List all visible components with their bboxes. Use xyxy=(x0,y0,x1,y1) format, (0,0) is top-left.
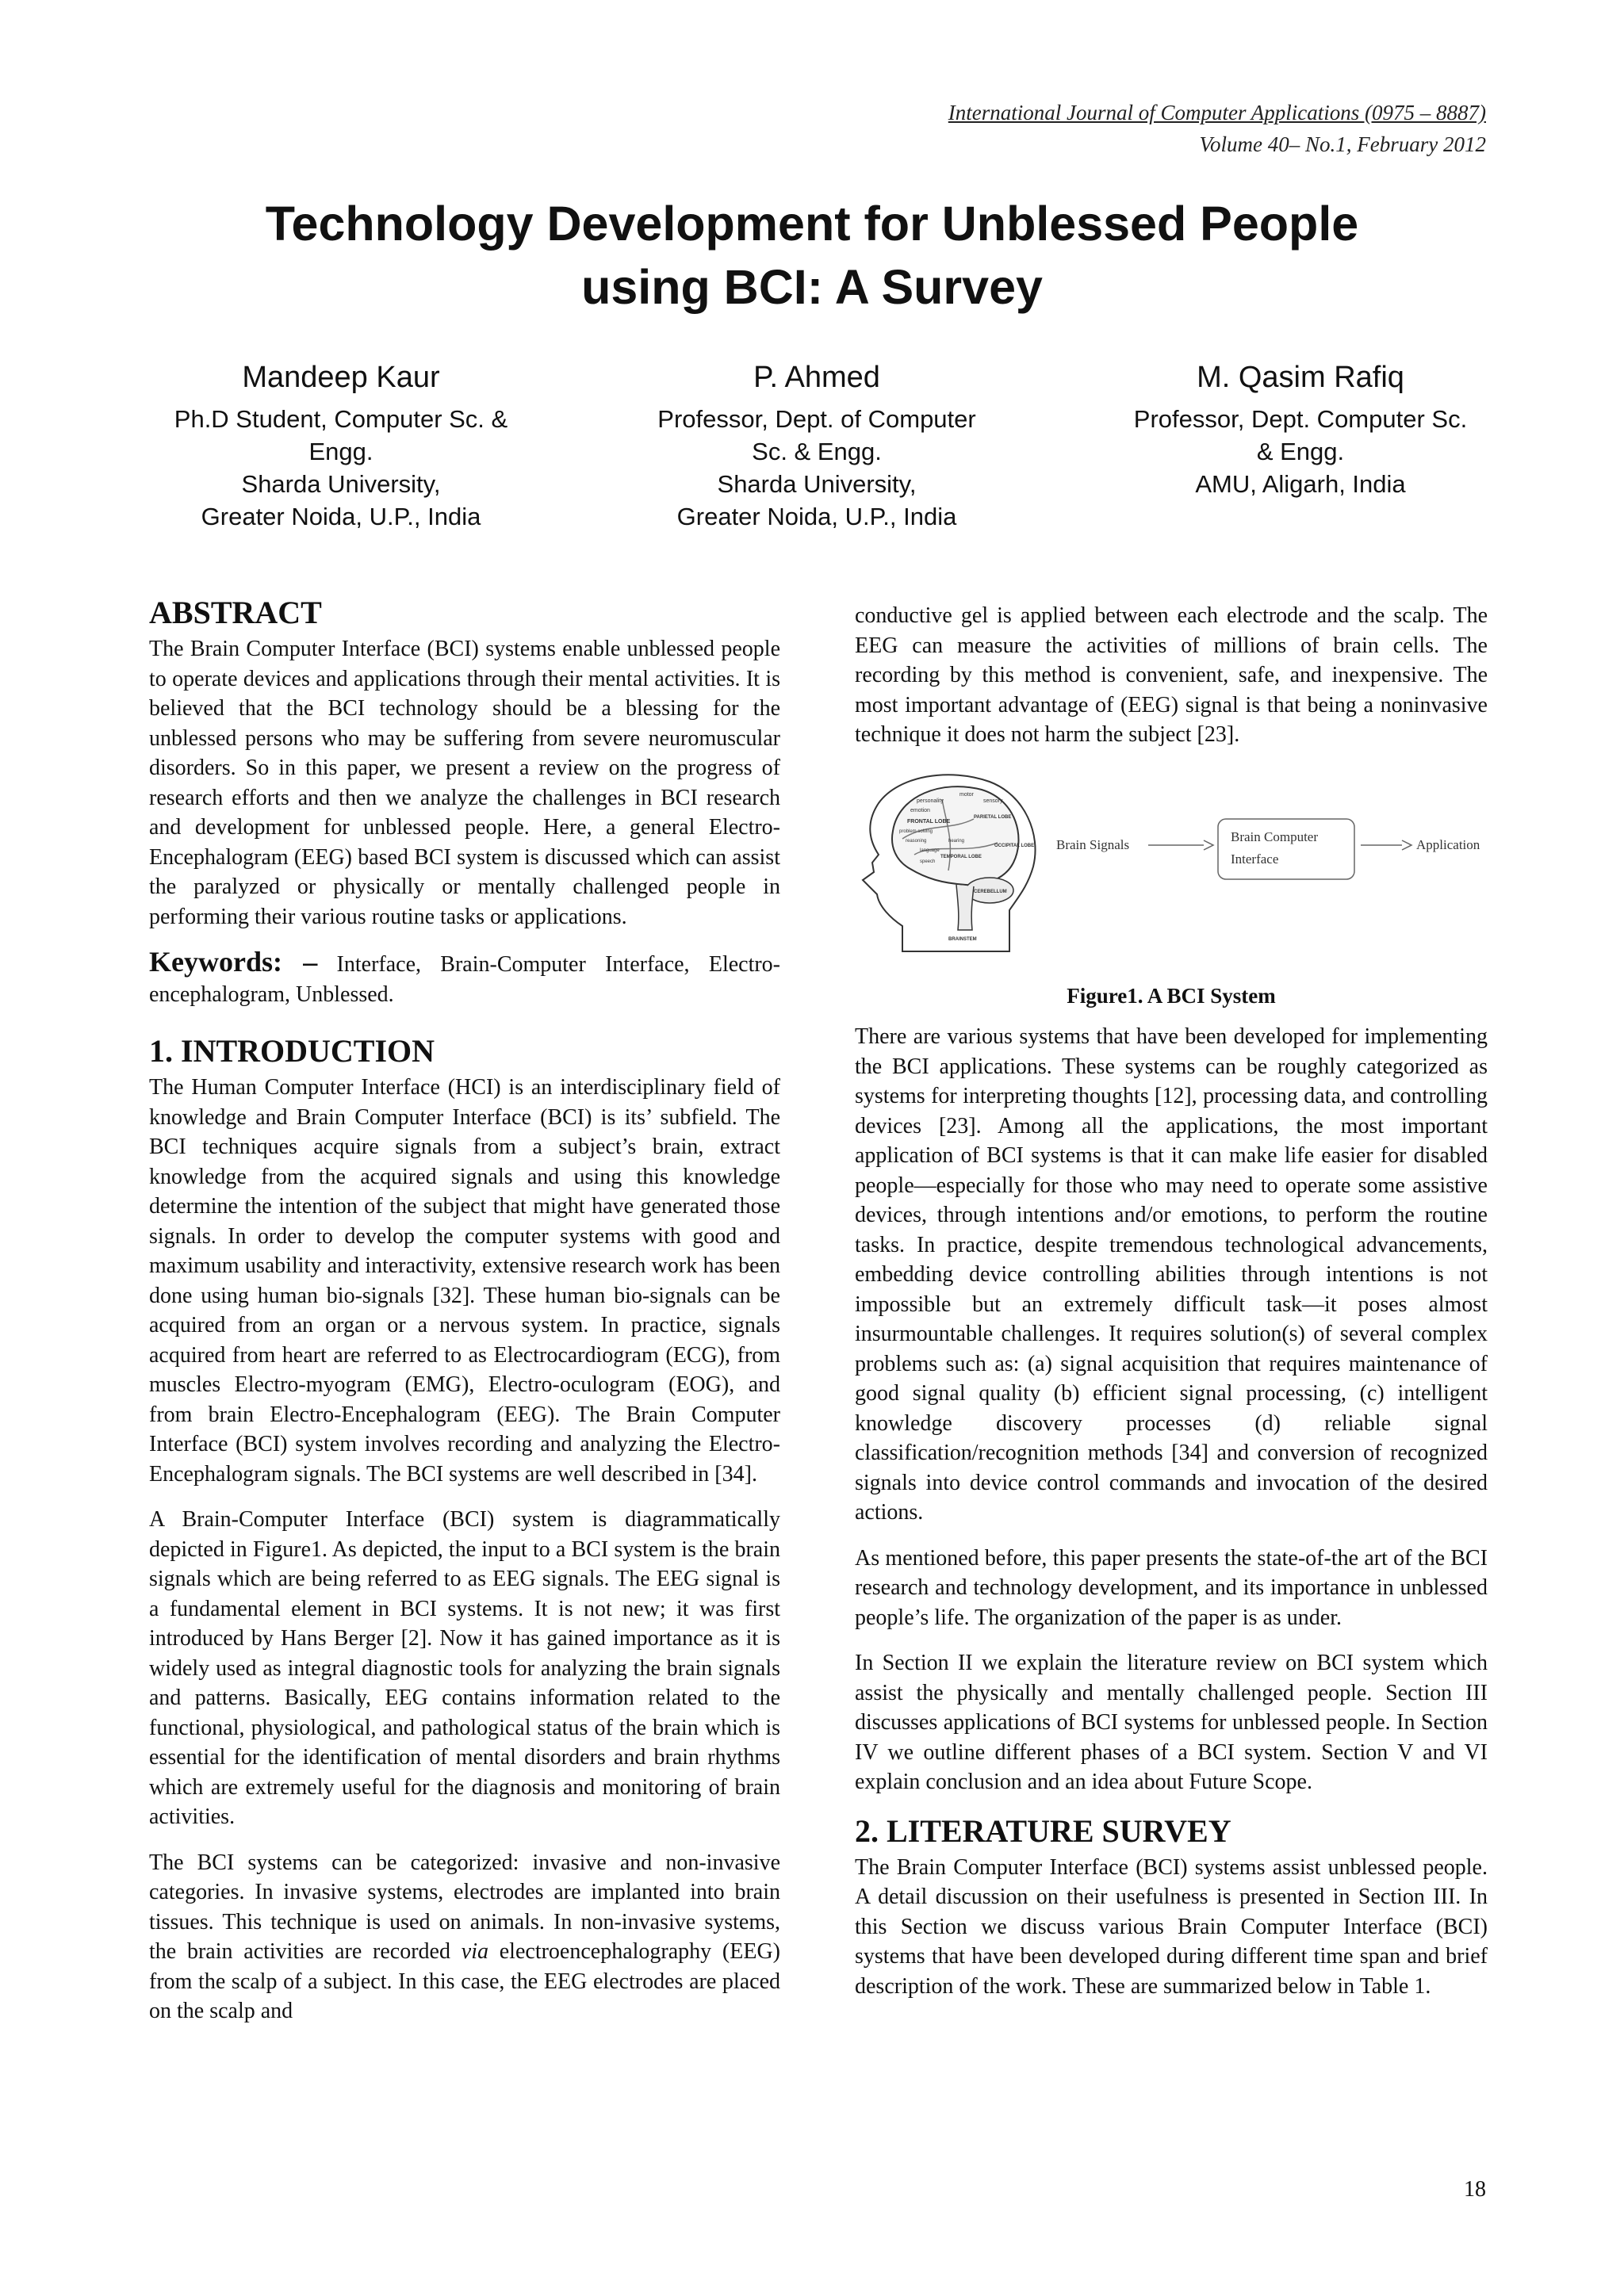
bci-box-line-2: Interface xyxy=(1231,851,1279,867)
right-column xyxy=(855,601,1488,2017)
journal-header xyxy=(948,97,1486,160)
title-line-1: Technology Development for Unblessed People xyxy=(265,197,1359,251)
arrow-to-bci xyxy=(1148,840,1213,850)
author-name: Mandeep Kaur xyxy=(242,361,440,394)
bci-box xyxy=(1218,819,1354,879)
label-reasoning: reasoning xyxy=(906,838,927,844)
author-affiliation-line: Greater Noida, U.P., India xyxy=(201,503,481,530)
abstract-text: The Brain Computer Interface (BCI) systems enable unblessed people to operate devices and applications through their mental activities. It is believed that the BCI technology should be a blessing for the unblessed persons who may be suffering from severe neuromuscular disorders. So in this paper, we present a review on the progress of research efforts and then we analyze the challenges in BCI research and development for unblessed people. Here, a general Electro-Encephalogram (EEG) based BCI system is discussed which can assist the paralyzed or physically or mentally challenged people in performing their various routine tasks or applications. xyxy=(149,637,780,929)
intro-paragraph-2: A Brain-Computer Interface (BCI) system is diagrammatically depicted in Figure1. As depicted, the input to a BCI system is the brain signals which are being referred to as EEG signals. The EEG signal is a fundamental element in BCI systems. It is not new; it was first introduced by Hans Berger [2]. Now it has gained importance as it is widely used as integral diagnostic tools for analyzing the brain signals and patterns. Basically, EEG contains information related to the functional, physiological, and pathological status of the brain which is essential for the identification of mental disorders and brain rhythms which are extremely useful for the diagnosis and monitoring of brain activities. xyxy=(149,1507,780,1829)
label-temporal: TEMPORAL LOBE xyxy=(940,854,982,859)
author-2 xyxy=(619,358,1015,533)
label-frontal: FRONTAL LOBE xyxy=(907,818,951,825)
author-affiliation-line: Ph.D Student, Computer Sc. & xyxy=(174,405,508,433)
literature-survey-paragraph: The Brain Computer Interface (BCI) systems assist unblessed people. A detail discussion on their usefulness is presented in Section III. In this Section we discuss various Brain Computer Interface (BCI) systems that have been developed during different time span and brief description of the work. These are summarized below in Table 1. xyxy=(855,1854,1488,1999)
bci-box-line-1: Brain Computer xyxy=(1231,828,1319,844)
figure-caption: Figure1. A BCI System xyxy=(1067,983,1276,1008)
brain-signals-label: Brain Signals xyxy=(1056,836,1130,852)
title-line-2: using BCI: A Survey xyxy=(581,260,1043,314)
left-column xyxy=(149,595,780,2042)
intro-p3-end: electroencephalography (EEG) from the scalp of a subject. In this case, the EEG electrodes are placed on the scalp and xyxy=(149,1939,780,2023)
author-affiliation-line: Greater Noida, U.P., India xyxy=(676,503,957,530)
label-emotion: emotion xyxy=(910,807,930,813)
author-name: P. Ahmed xyxy=(753,361,880,394)
intro-p3-start: The BCI systems can be categorized: invasive and non-invasive categories. In invasive systems, electrodes are implanted into brain tissues. This technique is used on animals. In non-invasive systems, the brain activities are recorded xyxy=(149,1850,780,1964)
author-affiliation-line: Professor, Dept. Computer Sc. xyxy=(1133,405,1468,433)
author-block xyxy=(0,358,1624,533)
keywords-label: Keywords: – xyxy=(149,946,318,978)
intro-paragraph-3 xyxy=(149,1848,780,2026)
label-problem-solving: problem solving xyxy=(899,828,933,834)
label-cerebellum: CEREBELLUM xyxy=(974,889,1007,894)
brainstem xyxy=(956,885,974,930)
keywords-text: Interface, Brain-Computer Interface, Electro-encephalogram, Unblessed. xyxy=(149,952,780,1007)
bci-system-figure xyxy=(855,767,1488,966)
author-affiliation-line: AMU, Aligarh, India xyxy=(1195,470,1406,498)
eeg-paragraph: conductive gel is applied between each electrode and the scalp. The EEG can measure the activities of millions of brain cells. The recording by this method is convenient, safe, and inexpensive. The most important advantage of (EEG) signal is that being a noninvasive technique it does not harm the subject [23]. xyxy=(855,603,1488,747)
author-1 xyxy=(143,358,539,533)
label-speech: speech xyxy=(920,859,936,864)
author-3 xyxy=(1102,358,1499,500)
author-name: M. Qasim Rafiq xyxy=(1197,361,1404,394)
application-label: Application xyxy=(1416,836,1480,852)
journal-name: International Journal of Computer Applications (0975 – 8887) xyxy=(948,101,1486,124)
author-affiliation-line: Engg. xyxy=(308,438,373,465)
state-of-art-paragraph: As mentioned before, this paper presents the state-of-the art of the BCI research and technology development, and its importance in unblessed people’s life. The organization of the paper is as under. xyxy=(855,1545,1488,1630)
label-language: language xyxy=(920,848,940,853)
author-affiliation-line: Sharda University, xyxy=(717,470,917,498)
arrow-to-application xyxy=(1361,840,1411,850)
label-motor: motor xyxy=(959,791,974,798)
label-parietal: PARIETAL LOBE xyxy=(974,814,1012,820)
label-brainstem: BRAINSTEM xyxy=(948,936,977,942)
introduction-heading: 1. INTRODUCTION xyxy=(149,1033,435,1069)
author-affiliation-line: Sc. & Engg. xyxy=(752,438,882,465)
journal-volume: Volume 40– No.1, February 2012 xyxy=(1199,132,1486,156)
systems-paragraph: There are various systems that have been developed for implementing the BCI applications. These systems can be roughly categorized as systems for interpreting thoughts [12], processing data, and controlling devices [23]. Among all the applications, the most important application of BCI systems is that it can make life easier for disabled people—especially for those who may need to operate some assistive devices, through intentions and/or emotions, to perform the routine tasks. In practice, despite tremendous technological advancements, embedding device controlling abilities through intentions is not impossible but an extremely difficult task—it poses almost insurmountable challenges. It requires solution(s) of several complex problems such as: (a) signal acquisition that requires maintenance of good signal quality (b) efficient signal processing, (c) intelligent knowledge discovery processes (d) reliable signal classification/recognition methods [34] and conversion of recognized signals into device control commands and invocation of the desired actions. xyxy=(855,1024,1488,1525)
intro-paragraph-1: The Human Computer Interface (HCI) is an interdisciplinary field of knowledge and Brain Computer Interface (BCI) is its’ subfield. The BCI techniques acquire signals from a subject’s brain, extract knowledge from the acquired signals and using this knowledge determine the intention of the subject that might have generated those signals. In order to develop the computer systems with good and maximum usability and interactivity, extensive research work has been done using human bio-signals [32]. These human bio-signals can be acquired from an organ or a nervous system. In practice, signals acquired from heart are referred to as Electrocardiogram (ECG), from muscles Electro-myogram (EMG), Electro-oculogram (EOG), and from brain Electro-Encephalogram (EEG). The Brain Computer Interface (BCI) system involves recording and analyzing the Electro-Encephalogram signals. The BCI systems are well described in [34]. xyxy=(149,1075,780,1487)
author-affiliation-line: Professor, Dept. of Computer xyxy=(657,405,976,433)
bci-diagram xyxy=(855,767,1488,966)
author-affiliation-line: Sharda University, xyxy=(241,470,441,498)
organization-paragraph: In Section II we explain the literature review on BCI system which assist the physically and mentally challenged people. Section III discusses applications of BCI systems for unblessed people. In Section IV we outline different phases of a BCI system. Section V and VI explain conclusion and an idea about Future Scope. xyxy=(855,1651,1488,1794)
label-sensory: sensory xyxy=(983,798,1003,804)
paper-title xyxy=(119,192,1505,319)
via-italic: via xyxy=(461,1939,488,1964)
label-personality: personality xyxy=(917,798,944,804)
label-hearing: hearing xyxy=(948,838,965,844)
keywords xyxy=(149,947,780,1009)
label-occipital: OCCIPITAL LOBE xyxy=(994,843,1035,848)
abstract-heading: ABSTRACT xyxy=(149,595,322,630)
author-affiliation-line: & Engg. xyxy=(1256,438,1345,465)
literature-survey-heading: 2. LITERATURE SURVEY xyxy=(855,1812,1231,1849)
page-number: 18 xyxy=(1464,2177,1486,2202)
